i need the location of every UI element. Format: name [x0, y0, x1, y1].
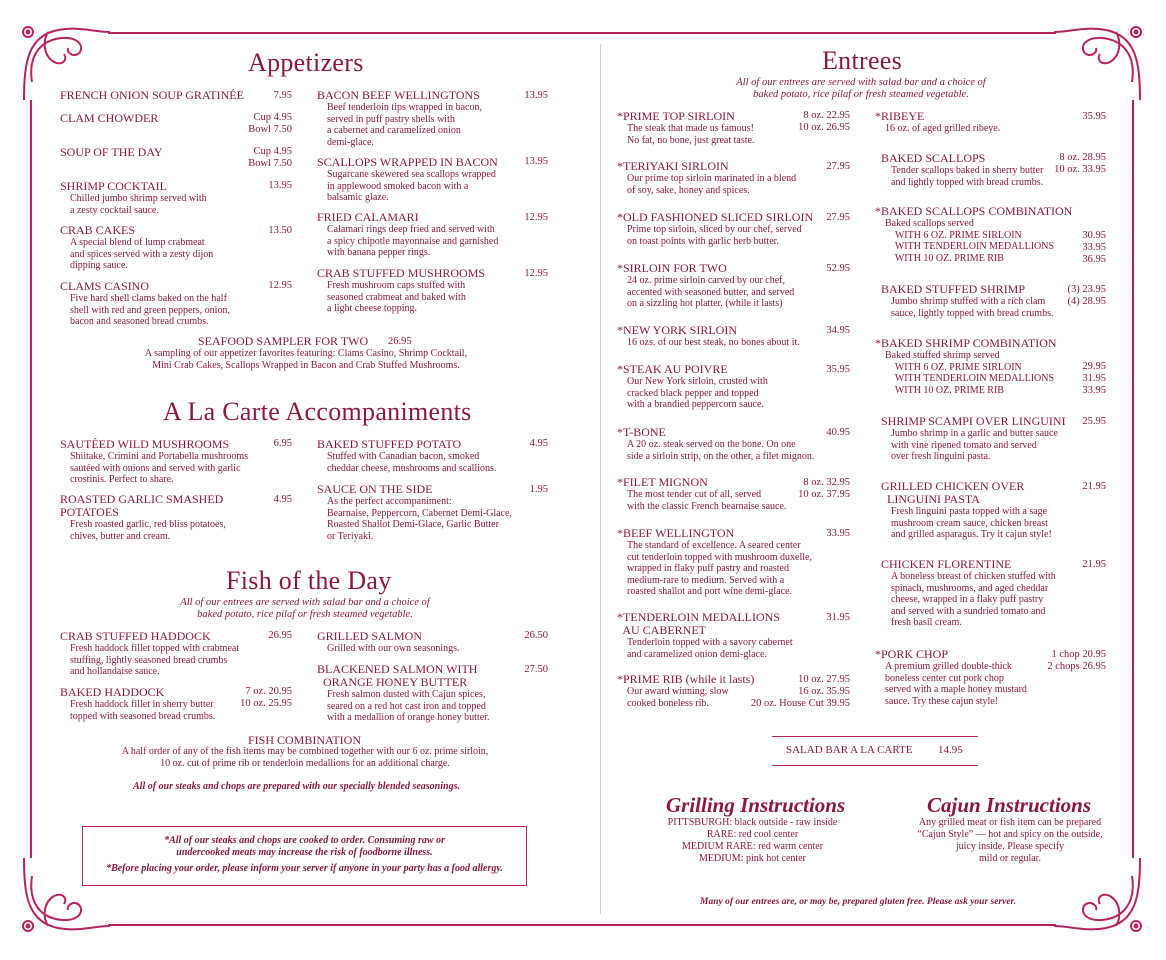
grilling-instructions-text: PITTSBURGH: black outside - raw inside RARE: red cool center MEDIUM RARE: red warm center MEDIUM: pink hot center [667, 817, 838, 864]
menu-item [617, 363, 768, 411]
item-description: The steak that made us famous! No fat, no bone, just great taste. [627, 123, 755, 146]
item-price: 13.50 [268, 225, 292, 236]
item-description: 16 oz. of aged grilled ribeye. [885, 123, 1001, 134]
item-price: 7 oz. 20.95 10 oz. 25.95 [240, 686, 292, 709]
item-description: Shiitake, Crimini and Portabella mushrooms sautéed with onions and served with garlic crostinis. Perfect to share. [70, 451, 249, 485]
item-description: A special blend of lump crabmeat and spices served with a zesty dijon dipping sauce. [70, 237, 214, 271]
item-description: Baked scallops served WITH 6 OZ. PRIME SIRLOIN WITH TENDERLOIN MEDALLIONS WITH 10 OZ. PRIME RIB [885, 218, 1055, 264]
item-name: SAUCE ON THE SIDE [317, 482, 433, 496]
gluten-free-note: Many of our entrees are, or may be, prepared gluten free. Please ask your server. [700, 897, 1017, 907]
item-price: 8 oz. 22.95 10 oz. 26.95 [798, 110, 850, 133]
item-name: CLAM CHOWDER [60, 111, 159, 125]
center-fold-line [600, 44, 601, 914]
item-price: (3) 23.95 (4) 28.95 [1067, 284, 1106, 307]
menu-item [60, 224, 213, 272]
item-price: 6.95 [273, 438, 292, 449]
item-description: Five hard shell clams baked on the half shell with red and green peppers, onion, bacon and seasoned bread crumbs. [70, 293, 230, 327]
item-price: 12.95 [524, 268, 548, 279]
item-price: 21.95 [1082, 481, 1106, 492]
sampler-name: SEAFOOD SAMPLER FOR TWO [198, 334, 369, 348]
menu-item [875, 648, 1027, 707]
item-description: Grilled with our own seasonings. [327, 643, 460, 654]
item-name: SHRIMP COCKTAIL [60, 179, 167, 193]
item-name: BACON BEEF WELLINGTONS [317, 88, 480, 102]
item-price: 52.95 [826, 263, 850, 274]
item-price: 26.50 [524, 630, 548, 641]
item-description: Sugarcane skewered sea scallops wrapped in applewood smoked bacon with a balsamic glaze. [327, 169, 496, 203]
item-description: A 20 oz. steak served on the bone. On one side a sirloin strip, on the other, a filet mignon. [627, 439, 815, 462]
item-price: 4.95 [273, 494, 292, 505]
item-name: FRENCH ONION SOUP GRATINÉE [60, 88, 244, 102]
top-border-line [108, 32, 1056, 34]
cajun-instructions-text: Any grilled meat or fish item can be prepared “Cajun Style” — hot and spicy on the outside, juicy inside. Please specify mild or regular. [917, 817, 1103, 864]
sampler-price: 26.95 [388, 336, 412, 347]
item-description: Prime top sirloin, sliced by our chef, served on toast points with garlic herb butter. [627, 224, 802, 247]
item-price: 13.95 [524, 156, 548, 167]
menu-item [617, 110, 754, 146]
item-price: 21.95 [1082, 559, 1106, 570]
item-description: Fresh roasted garlic, red bliss potatoes, chives, butter and cream. [70, 519, 226, 542]
menu-item [317, 630, 460, 655]
accompaniments-title: A La Carte Accompaniments [163, 397, 472, 426]
item-description: Chilled jumbo shrimp served with a zesty cocktail sauce. [70, 193, 207, 216]
item-price: 13.95 [268, 180, 292, 191]
item-name: *TENDERLOIN MEDALLIONS AU CABERNET [617, 610, 780, 637]
fish-title: Fish of the Day [226, 566, 392, 595]
item-description: The standard of excellence. A seared center cut tenderloin topped with mushroom duxelle, wrapped in flaky puff pastry and roasted medium-rare to medium. Served with a roasted shallot and port wine demi-glace. [627, 540, 812, 597]
item-name: FRIED CALAMARI [317, 210, 419, 224]
item-name: CHICKEN FLORENTINE [881, 557, 1012, 571]
item-name: *FILET MIGNON [617, 475, 708, 489]
item-description: Jumbo shrimp stuffed with a rich clam sauce, lightly topped with bread crumbs. [891, 296, 1054, 319]
item-name: BAKED STUFFED SHRIMP [881, 282, 1026, 296]
item-price: Cup 4.95 Bowl 7.50 [248, 112, 292, 135]
item-description: Stuffed with Canadian bacon, smoked cheddar cheese, mushrooms and scallions. [327, 451, 497, 474]
item-description: A premium grilled double-thick boneless center cut pork chop served with a maple honey mustard sauce. Try these cajun style! [885, 661, 1027, 707]
item-name: *PRIME RIB (while it lasts) [617, 672, 755, 686]
item-price: 25.95 [1082, 416, 1106, 427]
item-name: SHRIMP SCAMPI OVER LINGUINI [881, 414, 1066, 428]
notice-line: undercooked meats may increase the risk of foodborne illness. [176, 847, 433, 858]
item-name: *OLD FASHIONED SLICED SIRLOIN [617, 210, 814, 224]
menu-item [317, 89, 482, 148]
right-border-line [1132, 100, 1134, 858]
item-description: Fresh mushroom caps stuffed with seasoned crabmeat and baked with a light cheese topping. [327, 280, 466, 314]
menu-item [60, 146, 163, 159]
item-price: 33.95 [826, 528, 850, 539]
item-name: *BEEF WELLINGTON [617, 526, 735, 540]
menu-item [60, 280, 230, 328]
bottom-border-line [108, 924, 1056, 926]
item-price: 35.95 [1082, 111, 1106, 122]
item-name: CLAMS CASINO [60, 279, 150, 293]
item-description: Our prime top sirloin marinated in a blend of soy, sake, honey and spices. [627, 173, 797, 196]
item-price: 29.95 31.95 33.95 [1082, 361, 1106, 396]
item-description: 24 oz. prime sirloin carved by our chef, accented with seasoned butter, and served on a sizzling hot platter. (while it lasts) [627, 275, 795, 309]
item-price: 7.95 [273, 90, 292, 101]
salad-bar-price: 14.95 [938, 744, 963, 756]
item-price: 31.95 [826, 612, 850, 623]
item-description: Our New York sirloin, crusted with cracked black pepper and topped with a brandied peppercorn sauce. [627, 376, 768, 410]
item-name: *STEAK AU POIVRE [617, 362, 728, 376]
item-description: Tenderloin topped with a savory cabernet and caramelized onion demi-glace. [627, 637, 793, 660]
item-name: GRILLED CHICKEN OVER LINGUINI PASTA [881, 479, 1025, 506]
menu-item [875, 110, 1000, 135]
item-name: CRAB STUFFED HADDOCK [60, 629, 211, 643]
item-name: *BAKED SCALLOPS COMBINATION [875, 204, 1073, 218]
item-name: SOUP OF THE DAY [60, 145, 163, 159]
grilling-instructions-title: Grilling Instructions [666, 793, 846, 817]
item-price: 35.95 [826, 364, 850, 375]
item-description: Jumbo shrimp in a garlic and butter sauce with vine ripened tomato and served over fresh linguini pasta. [891, 428, 1058, 462]
item-price: 27.95 [826, 161, 850, 172]
item-name: CRAB CAKES [60, 223, 136, 237]
fish-subtitle: All of our entrees are served with salad bar and a choice of baked potato, rice pilaf or fresh steamed vegetable. [180, 597, 430, 620]
item-name: ROASTED GARLIC SMASHED POTATOES [60, 492, 224, 519]
item-price: Cup 4.95 Bowl 7.50 [248, 146, 292, 169]
item-price: 12.95 [524, 212, 548, 223]
cajun-instructions-title: Cajun Instructions [927, 793, 1092, 817]
item-description: Our award winning, slow cooked boneless rib. [627, 686, 729, 709]
sampler-description: A sampling of our appetizer favorites featuring: Clams Casino, Shrimp Cocktail, Mini Crab Cakes, Scallops Wrapped in Bacon and Crab Stuffed Mushrooms. [144, 348, 468, 371]
allergy-notice-box [82, 826, 527, 886]
item-price: 30.95 33.95 36.95 [1082, 230, 1106, 265]
item-name: BAKED STUFFED POTATO [317, 437, 462, 451]
seasoning-note: All of our steaks and chops are prepared with our specially blended seasonings. [133, 781, 460, 792]
entrees-subtitle: All of our entrees are served with salad bar and a choice of baked potato, rice pilaf or fresh steamed vegetable. [736, 77, 986, 100]
item-price: 10 oz. 27.95 16 oz. 35.95 20 oz. House Cut 39.95 [750, 674, 850, 709]
item-price: 1.95 [529, 484, 548, 495]
item-description: The most tender cut of all, served with the classic French bearnaise sauce. [627, 489, 787, 512]
menu-item [60, 112, 158, 125]
fish-combination-name: FISH COMBINATION [248, 733, 362, 747]
corner-ornament-top-right-icon [1051, 22, 1146, 102]
item-name: *RIBEYE [875, 109, 925, 123]
notice-line: *Before placing your order, please inform your server if anyone in your party has a food allergy. [106, 863, 503, 874]
item-description: Fresh haddock fillet topped with crabmeat stuffing, lightly seasoned bread crumbs and hollandaise sauce. [70, 643, 240, 677]
menu-item [60, 686, 215, 722]
item-description: Beef tenderloin tips wrapped in bacon, served in puff pastry shells with a cabernet and caramelized onion demi-glace. [327, 102, 482, 148]
item-price: 40.95 [826, 427, 850, 438]
item-name: *PORK CHOP [875, 647, 949, 661]
item-description: 16 ozs. of our best steak, no bones about it. [627, 337, 800, 348]
item-description: Calamari rings deep fried and served with a spicy chipotle mayonnaise and garnished with banana pepper rings. [327, 224, 499, 258]
fish-combination-description: A half order of any of the fish items may be combined together with our 6 oz. prime sirloin, 10 oz. cut of prime rib or tenderloin medallions for an additional charge. [121, 746, 489, 769]
item-price: 34.95 [826, 325, 850, 336]
item-price: 27.50 [524, 664, 548, 675]
menu-item [60, 493, 226, 542]
item-description: As the perfect accompaniment: Bearnaise, Peppercorn, Cabernet Demi-Glace, Roasted Shallot Demi-Glace, Garlic Butter or Teriyaki. [327, 496, 512, 542]
item-name: *SIRLOIN FOR TWO [617, 261, 727, 275]
item-price: 27.95 [826, 212, 850, 223]
item-name: BAKED SCALLOPS [881, 151, 986, 165]
item-price: 26.95 [268, 630, 292, 641]
item-name: CRAB STUFFED MUSHROOMS [317, 266, 486, 280]
item-description: Tender scallops baked in sherry butter and lightly topped with bread crumbs. [891, 165, 1044, 188]
left-border-line [30, 100, 32, 858]
item-description: Baked stuffed shrimp served WITH 6 OZ. PRIME SIRLOIN WITH TENDERLOIN MEDALLIONS WITH 10 OZ. PRIME RIB [885, 350, 1055, 396]
entrees-title: Entrees [822, 46, 903, 75]
notice-line: *All of our steaks and chops are cooked to order. Consuming raw or [164, 835, 445, 846]
item-name: *BAKED SHRIMP COMBINATION [875, 336, 1057, 350]
item-description: Fresh linguini pasta topped with a sage mushroom cream sauce, chicken breast and grilled asparagus. Try it cajun style! [891, 506, 1052, 540]
item-description: Fresh salmon dusted with Cajun spices, seared on a red hot cast iron and topped with a medallion of orange honey butter. [327, 689, 490, 723]
item-price: 4.95 [529, 438, 548, 449]
item-description: Fresh haddock fillet in sherry butter topped with seasoned bread crumbs. [70, 699, 216, 722]
item-name: *TERIYAKI SIRLOIN [617, 159, 729, 173]
item-name: SAUTÉED WILD MUSHROOMS [60, 437, 230, 451]
item-name: GRILLED SALMON [317, 629, 422, 643]
item-name: BAKED HADDOCK [60, 685, 165, 699]
item-price: 8 oz. 32.95 10 oz. 37.95 [798, 477, 850, 500]
item-name: SCALLOPS WRAPPED IN BACON [317, 155, 498, 169]
appetizers-title: Appetizers [248, 48, 364, 77]
item-name: *T-BONE [617, 425, 666, 439]
salad-bar-label: SALAD BAR A LA CARTE [786, 744, 913, 756]
menu-item [60, 180, 207, 216]
item-name: *PRIME TOP SIRLOIN [617, 109, 735, 123]
item-description: A boneless breast of chicken stuffed with spinach, mushrooms, and aged cheddar cheese, wrapped in a flaky puff pastry and served with a sundried tomato and fresh basil cream. [891, 571, 1056, 628]
salad-bar-box [772, 736, 978, 766]
menu-item [317, 267, 485, 315]
item-price: 12.95 [268, 280, 292, 291]
item-price: 1 chop 20.95 2 chops 26.95 [1047, 649, 1106, 672]
item-price: 8 oz. 28.95 10 oz. 33.95 [1054, 152, 1106, 175]
menu-item [317, 663, 489, 724]
item-price: 13.95 [524, 90, 548, 101]
item-name: BLACKENED SALMON WITH ORANGE HONEY BUTTER [317, 662, 478, 689]
corner-ornament-bottom-right-icon [1051, 856, 1146, 936]
item-name: *NEW YORK SIRLOIN [617, 323, 737, 337]
